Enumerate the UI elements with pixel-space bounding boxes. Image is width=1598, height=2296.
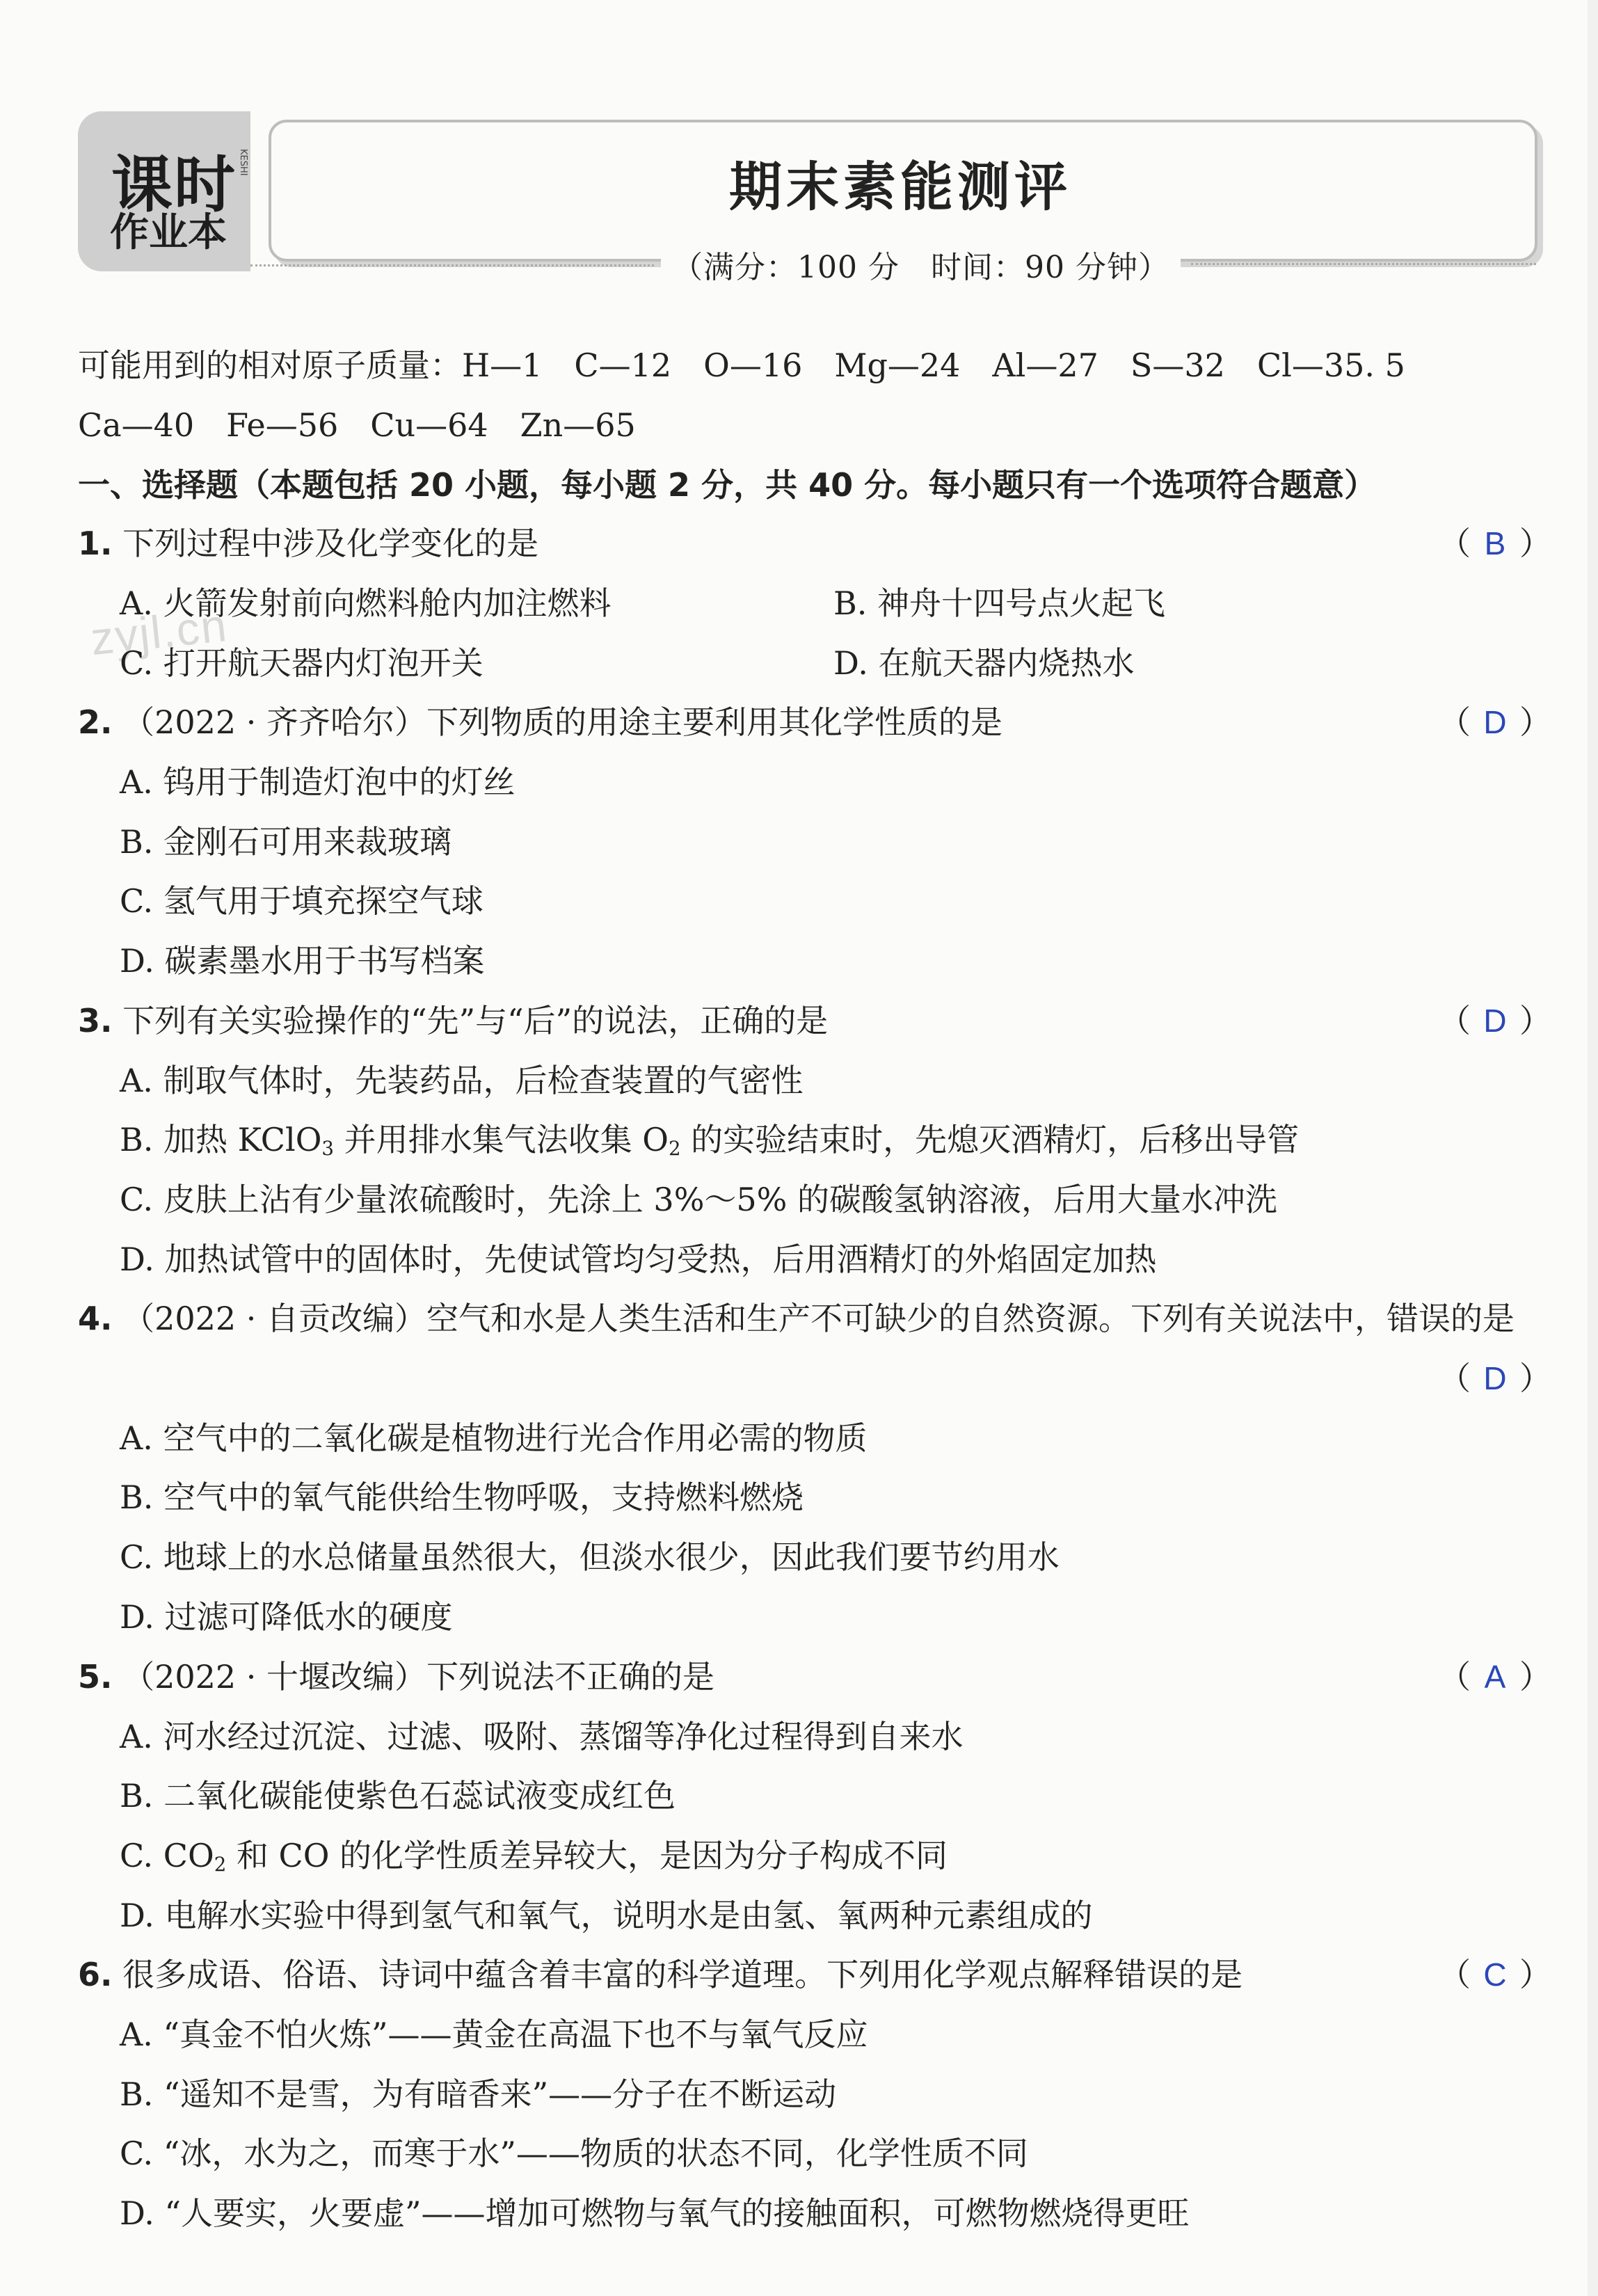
question-1-stem	[78, 525, 538, 563]
page-subtitle: （满分：100 分 时间：90 分钟）	[661, 242, 1181, 287]
answer-4: D	[1483, 1360, 1507, 1396]
answer-bracket-5: （ A ）	[1439, 1658, 1551, 1696]
question-number: 5.	[78, 1658, 113, 1696]
question-3-option-d: D. 加热试管中的固体时，先使试管均匀受热，后用酒精灯的外焰固定加热	[120, 1241, 1157, 1278]
subscript: 2	[214, 1853, 227, 1876]
question-3-option-b	[120, 1121, 1299, 1160]
page-title: 期末素能测评	[729, 156, 1071, 218]
subscript: 2	[668, 1137, 681, 1160]
answer-6: C	[1483, 1956, 1507, 1993]
question-3-option-a: A. 制取气体时，先装药品，后检查装置的气密性	[120, 1062, 804, 1099]
question-6-option-d: D. “人要实，火要虚”——增加可燃物与氧气的接触面积，可燃物燃烧得更旺	[120, 2194, 1190, 2232]
question-2-stem	[78, 703, 1002, 742]
question-5-option-d: D. 电解水实验中得到氢气和氧气，说明水是由氢、氧两种元素组成的	[120, 1897, 1093, 1934]
logo-sub-text: 作业本	[110, 210, 227, 255]
question-6-stem	[78, 1956, 1243, 1994]
option-text: B. 加热 KClO	[120, 1121, 322, 1158]
question-number: 1.	[78, 525, 113, 562]
question-6-option-c: C. “冰，水为之，而寒于水”——物质的状态不同，化学性质不同	[120, 2135, 1028, 2172]
question-2-option-a: A. 钨用于制造灯泡中的灯丝	[120, 763, 516, 801]
answer-bracket-2: （ D ）	[1439, 703, 1551, 741]
question-4-option-c: C. 地球上的水总储量虽然很大，但淡水很少，因此我们要节约用水	[120, 1538, 1060, 1576]
question-text: 很多成语、俗语、诗词中蕴含着丰富的科学道理。下列用化学观点解释错误的是	[122, 1956, 1243, 1993]
question-number: 2.	[78, 703, 113, 741]
question-4-stem	[78, 1300, 1515, 1338]
watermark: zyjl.cn	[88, 598, 230, 665]
option-text: C. CO	[120, 1837, 214, 1874]
divider-right	[1191, 263, 1536, 265]
answer-1: B	[1484, 525, 1506, 561]
option-text: 的实验结束时，先熄灭酒精灯，后移出导管	[680, 1121, 1300, 1158]
question-3-stem	[78, 1002, 828, 1040]
logo-tiny-text: KESHI	[238, 149, 248, 176]
question-5-stem	[78, 1658, 714, 1696]
question-5-option-c	[120, 1837, 948, 1876]
question-number: 4.	[78, 1300, 113, 1337]
answer-5: A	[1484, 1659, 1506, 1695]
divider-left	[250, 264, 654, 266]
question-4-option-b: B. 空气中的氧气能供给生物呼吸，支持燃料燃烧	[120, 1478, 804, 1516]
question-text: （2022 · 齐齐哈尔）下列物质的用途主要利用其化学性质的是	[122, 703, 1003, 741]
question-2-option-b: B. 金刚石可用来裁玻璃	[120, 823, 452, 861]
question-6-option-b: B. “遥知不是雪，为有暗香来”——分子在不断运动	[120, 2075, 837, 2113]
question-5-option-a: A. 河水经过沉淀、过滤、吸附、蒸馏等净化过程得到自来水	[120, 1718, 964, 1755]
question-1-option-b: B. 神舟十四号点火起飞	[833, 584, 1166, 622]
answer-3: D	[1483, 1003, 1507, 1039]
section-heading: 一、选择题（本题包括 20 小题，每小题 2 分，共 40 分。每小题只有一个选项符合题意）	[78, 466, 1377, 504]
answer-bracket-4: （ D ）	[1439, 1360, 1551, 1397]
question-text: （2022 · 十堰改编）下列说法不正确的是	[122, 1658, 715, 1696]
question-4-option-d: D. 过滤可降低水的硬度	[120, 1598, 453, 1636]
atomic-mass-line-2: Ca—40 Fe—56 Cu—64 Zn—65	[78, 406, 636, 444]
question-2-option-d: D. 碳素墨水用于书写档案	[120, 942, 485, 980]
question-1-option-a: A. 火箭发射前向燃料舱内加注燃料	[120, 584, 612, 622]
question-3-option-c: C. 皮肤上沾有少量浓硫酸时，先涂上 3%～5% 的碳酸氢钠溶液，后用大量水冲洗	[120, 1181, 1277, 1218]
answer-bracket-6: （ C ）	[1439, 1956, 1551, 1993]
question-1-option-d: D. 在航天器内烧热水	[833, 644, 1135, 682]
question-1-option-c: C. 打开航天器内灯泡开关	[120, 644, 484, 682]
logo-main-text: 课时	[111, 149, 237, 221]
option-text: 并用排水集气法收集 O	[333, 1121, 669, 1158]
question-6-option-a: A. “真金不怕火炼”——黄金在高温下也不与氧气反应	[120, 2016, 868, 2053]
question-5-option-b: B. 二氧化碳能使紫色石蕊试液变成红色	[120, 1777, 676, 1815]
option-text: 和 CO 的化学性质差异较大，是因为分子构成不同	[226, 1837, 948, 1874]
subscript: 3	[321, 1137, 334, 1160]
answer-2: D	[1483, 704, 1507, 740]
atomic-mass-line-1: 可能用到的相对原子质量：H—1 C—12 O—16 Mg—24 Al—27 S—32 Cl—35. 5	[78, 346, 1405, 384]
answer-bracket-1: （ B ）	[1439, 525, 1551, 562]
answer-bracket-3: （ D ）	[1439, 1002, 1551, 1039]
question-4-option-a: A. 空气中的二氧化碳是植物进行光合作用必需的物质	[120, 1419, 868, 1457]
question-text: 下列有关实验操作的“先”与“后”的说法，正确的是	[122, 1002, 829, 1039]
question-text: 下列过程中涉及化学变化的是	[122, 525, 539, 562]
page-edge	[1588, 0, 1598, 2296]
question-number: 3.	[78, 1002, 113, 1039]
question-2-option-c: C. 氢气用于填充探空气球	[120, 882, 484, 920]
question-text: （2022 · 自贡改编）空气和水是人类生活和生产不可缺少的自然资源。下列有关说法中，错误的是	[122, 1300, 1515, 1337]
question-number: 6.	[78, 1956, 113, 1993]
